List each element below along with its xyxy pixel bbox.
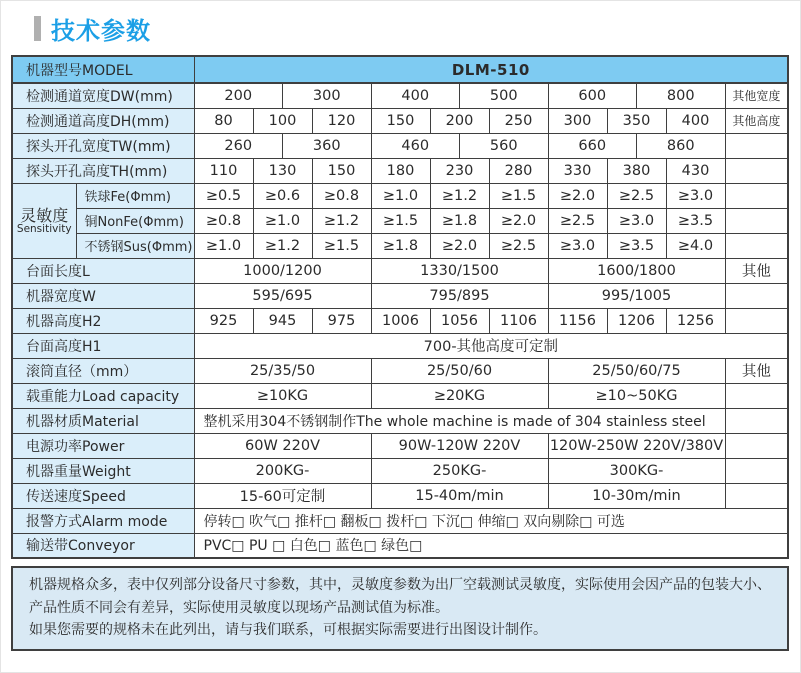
spec-cell: [725, 233, 788, 258]
spec-cell: ≥1.5: [312, 233, 371, 258]
spec-cell: [725, 458, 788, 483]
spec-cell: 1056: [430, 308, 489, 333]
spec-cell: 250KG-: [371, 458, 548, 483]
spec-cell: ≥2.0: [489, 208, 548, 233]
table-row-speed: [12, 483, 788, 508]
spec-cell: ≥2.5: [548, 208, 607, 233]
row-label: 铁球Fe(Φmm): [76, 183, 194, 208]
spec-cell: 25/35/50: [194, 358, 371, 383]
spec-cell: 1006: [371, 308, 430, 333]
spec-cell: 360: [283, 133, 372, 158]
spec-cell: 595/695: [194, 283, 371, 308]
spec-cell: 860: [637, 133, 726, 158]
spec-cell: 300: [283, 83, 372, 108]
spec-cell: ≥10KG: [194, 383, 371, 408]
spec-cell: [725, 183, 788, 208]
row-label: 台面高度H1: [12, 333, 194, 358]
notes-box: [11, 566, 789, 651]
page-title: 技术参数: [51, 17, 151, 45]
spec-cell: ≥1.5: [371, 208, 430, 233]
note-line-1: 机器规格众多，表中仅列部分设备尺寸参数，其中，灵敏度参数为出厂空载测试灵敏度，实际使用会因产品的包装大小、产品性质不同会有差异，实际使用灵敏度以现场产品测试值为标准。: [29, 577, 771, 616]
spec-cell: 925: [194, 308, 253, 333]
table-row-sensitivity-fe: [12, 183, 788, 208]
table-row-table-length: [12, 258, 788, 283]
spec-cell: ≥1.0: [371, 183, 430, 208]
spec-cell: 其他宽度: [725, 83, 788, 108]
title-accent-bar-icon: [34, 16, 41, 41]
table-row-weight: [12, 458, 788, 483]
spec-cell: 150: [371, 108, 430, 133]
table-row-probe-width: [12, 133, 788, 158]
spec-cell: 1156: [548, 308, 607, 333]
spec-cell: 300KG-: [548, 458, 725, 483]
row-label: 机器型号MODEL: [12, 56, 194, 83]
row-label: 电源功率Power: [12, 433, 194, 458]
table-row-load-capacity: [12, 383, 788, 408]
spec-cell: 120W-250W 220V/380V: [548, 433, 725, 458]
spec-cell: 其他: [725, 258, 788, 283]
spec-cell: ≥0.8: [194, 208, 253, 233]
spec-cell: ≥1.2: [312, 208, 371, 233]
spec-table: [11, 55, 789, 559]
spec-cell: ≥3.5: [607, 233, 666, 258]
spec-cell: 560: [460, 133, 549, 158]
spec-cell: 995/1005: [548, 283, 725, 308]
row-label: 报警方式Alarm mode: [12, 508, 194, 533]
spec-cell: PVC□ PU □ 白色□ 蓝色□ 绿色□: [194, 533, 788, 558]
row-label: 探头开孔高度TH(mm): [12, 158, 194, 183]
spec-cell: [725, 383, 788, 408]
spec-cell: ≥1.2: [430, 183, 489, 208]
spec-cell: 1000/1200: [194, 258, 371, 283]
spec-cell: 150: [312, 158, 371, 183]
spec-cell: ≥1.8: [430, 208, 489, 233]
row-label: 机器宽度W: [12, 283, 194, 308]
spec-cell: 230: [430, 158, 489, 183]
spec-cell: 430: [666, 158, 725, 183]
table-row-channel-height: [12, 108, 788, 133]
spec-cell: [725, 308, 788, 333]
spec-cell: 停转□ 吹气□ 推杆□ 翻板□ 拨杆□ 下沉□ 伸缩□ 双向剔除□ 可选: [194, 508, 788, 533]
spec-cell: ≥0.5: [194, 183, 253, 208]
table-row-conveyor: [12, 533, 788, 558]
spec-cell: 60W 220V: [194, 433, 371, 458]
spec-cell: DLM-510: [194, 56, 788, 83]
spec-cell: 795/895: [371, 283, 548, 308]
row-label: 传送速度Speed: [12, 483, 194, 508]
spec-cell: ≥4.0: [666, 233, 725, 258]
spec-cell: 945: [253, 308, 312, 333]
spec-cell: 1106: [489, 308, 548, 333]
spec-cell: 10-30m/min: [548, 483, 725, 508]
spec-cell: ≥1.8: [371, 233, 430, 258]
row-label: 输送带Conveyor: [12, 533, 194, 558]
spec-cell: ≥1.0: [194, 233, 253, 258]
spec-cell: ≥1.2: [253, 233, 312, 258]
row-label: 滚筒直径（mm）: [12, 358, 194, 383]
table-row-machine-height-h2: [12, 308, 788, 333]
spec-cell: 330: [548, 158, 607, 183]
spec-cell: [725, 158, 788, 183]
spec-cell: 1256: [666, 308, 725, 333]
table-row-sensitivity-nonfe: [12, 208, 788, 233]
spec-cell: ≥3.5: [666, 208, 725, 233]
spec-cell: 260: [194, 133, 283, 158]
table-row-channel-width: [12, 83, 788, 108]
table-row-roller-diameter: [12, 358, 788, 383]
spec-cell: 200KG-: [194, 458, 371, 483]
spec-cell: ≥1.5: [489, 183, 548, 208]
spec-cell: 1600/1800: [548, 258, 725, 283]
table-row-model: [12, 56, 788, 83]
spec-cell: 25/50/60/75: [548, 358, 725, 383]
spec-cell: 110: [194, 158, 253, 183]
row-label: 机器重量Weight: [12, 458, 194, 483]
spec-cell: 380: [607, 158, 666, 183]
spec-cell: 350: [607, 108, 666, 133]
spec-cell: 280: [489, 158, 548, 183]
spec-cell: 15-40m/min: [371, 483, 548, 508]
spec-cell: [725, 483, 788, 508]
spec-cell: ≥2.0: [548, 183, 607, 208]
spec-cell: 660: [548, 133, 637, 158]
spec-cell: 200: [430, 108, 489, 133]
row-label: 检测通道高度DH(mm): [12, 108, 194, 133]
spec-cell: 200: [194, 83, 283, 108]
spec-cell: 90W-120W 220V: [371, 433, 548, 458]
spec-cell: 100: [253, 108, 312, 133]
spec-cell: 1206: [607, 308, 666, 333]
spec-cell: 其他高度: [725, 108, 788, 133]
spec-cell: ≥2.5: [607, 183, 666, 208]
table-row-probe-height: [12, 158, 788, 183]
spec-cell: [725, 283, 788, 308]
table-row-table-height-h1: [12, 333, 788, 358]
spec-cell: ≥0.6: [253, 183, 312, 208]
spec-cell: 120: [312, 108, 371, 133]
table-row-sensitivity-sus: [12, 233, 788, 258]
spec-cell: ≥2.0: [430, 233, 489, 258]
table-row-machine-width: [12, 283, 788, 308]
row-label: 台面长度L: [12, 258, 194, 283]
spec-cell: 500: [460, 83, 549, 108]
spec-cell: [725, 433, 788, 458]
row-label: 探头开孔宽度TW(mm): [12, 133, 194, 158]
spec-cell: 460: [371, 133, 460, 158]
spec-cell: ≥0.8: [312, 183, 371, 208]
spec-cell: 300: [548, 108, 607, 133]
spec-cell: 600: [548, 83, 637, 108]
spec-cell: [725, 133, 788, 158]
group-label-sensitivity: 灵敏度 Sensitivity: [12, 183, 76, 258]
spec-cell: ≥1.0: [253, 208, 312, 233]
spec-cell: [725, 208, 788, 233]
spec-cell: ≥20KG: [371, 383, 548, 408]
spec-cell: 其他: [725, 358, 788, 383]
table-row-power: [12, 433, 788, 458]
spec-cell: [725, 408, 788, 433]
spec-cell: ≥10~50KG: [548, 383, 725, 408]
note-line-2: 如果您需要的规格未在此列出，请与我们联系，可根据实际需要进行出图设计制作。: [29, 622, 547, 639]
row-label: 机器材质Material: [12, 408, 194, 433]
spec-cell: 130: [253, 158, 312, 183]
spec-cell: 700-其他高度可定制: [194, 333, 788, 358]
spec-cell: ≥3.0: [607, 208, 666, 233]
row-label: 机器高度H2: [12, 308, 194, 333]
spec-cell: 80: [194, 108, 253, 133]
spec-cell: 400: [666, 108, 725, 133]
table-row-alarm-mode: [12, 508, 788, 533]
spec-cell: 400: [371, 83, 460, 108]
table-row-material: [12, 408, 788, 433]
spec-cell: 975: [312, 308, 371, 333]
spec-cell: 180: [371, 158, 430, 183]
row-label: 检测通道宽度DW(mm): [12, 83, 194, 108]
spec-cell: 250: [489, 108, 548, 133]
spec-cell: ≥3.0: [548, 233, 607, 258]
row-label: 铜NonFe(Φmm): [76, 208, 194, 233]
spec-cell: 整机采用304不锈钢制作The whole machine is made of 304 stainless steel: [194, 408, 725, 433]
row-label: 载重能力Load capacity: [12, 383, 194, 408]
spec-cell: 15-60可定制: [194, 483, 371, 508]
section-title: [34, 14, 800, 43]
spec-cell: 25/50/60: [371, 358, 548, 383]
spec-cell: ≥2.5: [489, 233, 548, 258]
spec-cell: 800: [637, 83, 726, 108]
row-label: 不锈钢Sus(Φmm): [76, 233, 194, 258]
spec-cell: 1330/1500: [371, 258, 548, 283]
spec-cell: ≥3.0: [666, 183, 725, 208]
